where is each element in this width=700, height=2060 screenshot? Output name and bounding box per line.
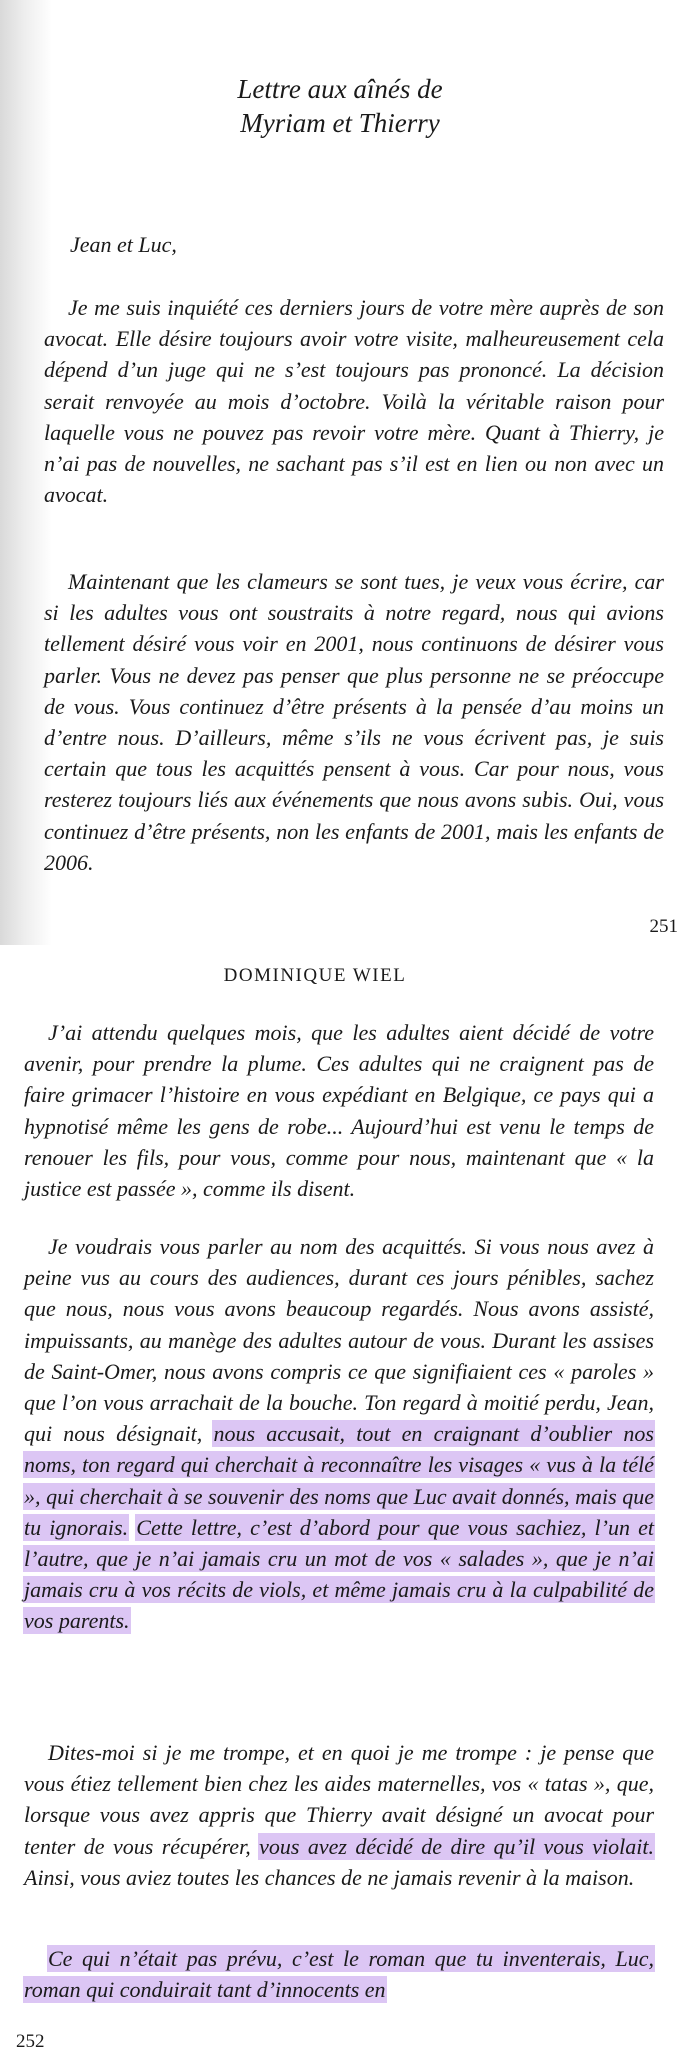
paragraph-6-text-after: Ainsi, vous aviez toutes les chances de ne jamais revenir à la maison. (24, 1864, 635, 1890)
page-252 (0, 945, 700, 2060)
highlighted-passage-3: vous avez décidé de dire qu’il vous violait. (259, 1833, 654, 1859)
paragraph-4-text: Je voudrais vous parler au nom des acquittés. Si vous nous avez à peine vus au cours des audiences, durant ces jours pénibles, sachez que nous, nous vous avons beaucoup regardés. Nous avons assisté, impuissants, au manège des adultes autour de vous. Durant les assises de Saint-Omer, nous avons compris ce que signifiaient ces « paroles » que l’on vous arrachait de la bouche. Ton regard à moitié perdu, Jean, qui nous désignait, (24, 1234, 654, 1447)
highlighted-passage-2: Cette lettre, c’est d’abord pour que vous sachiez, l’un et l’autre, que je n’ai jamais cru un mot de vos « salades », que je n’ai jamais cru à vos récits de viols, et même jamais cru à la culpabilité de vos parents. (24, 1514, 655, 1634)
paragraph-2: Maintenant que les clameurs se sont tues, je veux vous écrire, car si les adultes vous ont soustraits à notre regard, nous qui avions tellement désiré vous voir en 2001, nous continuons de désirer vous parler. Vous ne devez pas penser que plus personne ne se préoccupe de vous. Vous continuez d’être présents à la pensée d’au moins un d’entre nous. D’ailleurs, même s’ils ne vous écrivent pas, je suis certain que tous les acquittés pensent à vous. Car pour nous, vous resterez toujours liés aux événements que nous avons subis. Oui, vous continuez d’être présents, non les enfants de 2001, mais les enfants de 2006. (44, 569, 664, 875)
highlighted-passage-4: Ce qui n’était pas prévu, c’est le roman que tu inventerais, Luc, roman qui conduirait tant d’innocents en (24, 1946, 654, 2003)
page-number-252: 252 (16, 2031, 45, 2052)
running-head-author: DOMINIQUE WIEL (223, 965, 407, 986)
paragraph-6-text-before: Dites-moi si je me trompe, et en quoi je me trompe : je pense que vous étiez tellement bien chez les aides maternelles, vos « tatas », que, lorsque vous avez appris que Thierry avait désigné un avocat pour tenter de vous récupérer, (24, 1740, 654, 1859)
paragraph-7 (24, 1943, 654, 2005)
page-number-251: 251 (649, 916, 678, 937)
highlighted-passage-1: nous accusait, tout en craignant d’oublier nos noms, ton regard qui cherchait à reconnaître les visages « vus à la télé », qui cherchait à se souvenir des noms que Luc avait donnés, mais que tu ignorais. (24, 1421, 654, 1540)
letter-title (140, 72, 540, 140)
title-line-2: Myriam et Thierry (240, 108, 440, 138)
paragraph-6 (24, 1737, 654, 1893)
paragraph-4 (24, 1231, 654, 1637)
paragraph-3: J’ai attendu quelques mois, que les adultes aient décidé de votre avenir, pour prendre la plume. Ces adultes qui ne craignent pas de faire grimacer l’histoire en vous expédiant en Belgique, ce pays qui a hypnotisé même les gens de robe... Aujourd’hui est venu le temps de renouer les fils, pour vous, comme pour nous, maintenant que « la justice est passée », comme ils disent. (24, 1020, 654, 1202)
paragraph-1: Je me suis inquiété ces derniers jours de votre mère auprès de son avocat. Elle désire toujours avoir votre visite, malheureusement cela dépend d’un juge qui ne s’est toujours pas prononcé. La décision serait renvoyée au mois d’octobre. Voilà la véritable raison pour laquelle vous ne pouvez pas revoir votre mère. Quant à Thierry, je n’ai pas de nouvelles, ne sachant pas s’il est en lien ou non avec un avocat. (44, 295, 664, 508)
page-251 (0, 0, 700, 945)
letter-greeting: Jean et Luc, (70, 232, 177, 257)
title-line-1: Lettre aux aînés de (237, 74, 443, 104)
